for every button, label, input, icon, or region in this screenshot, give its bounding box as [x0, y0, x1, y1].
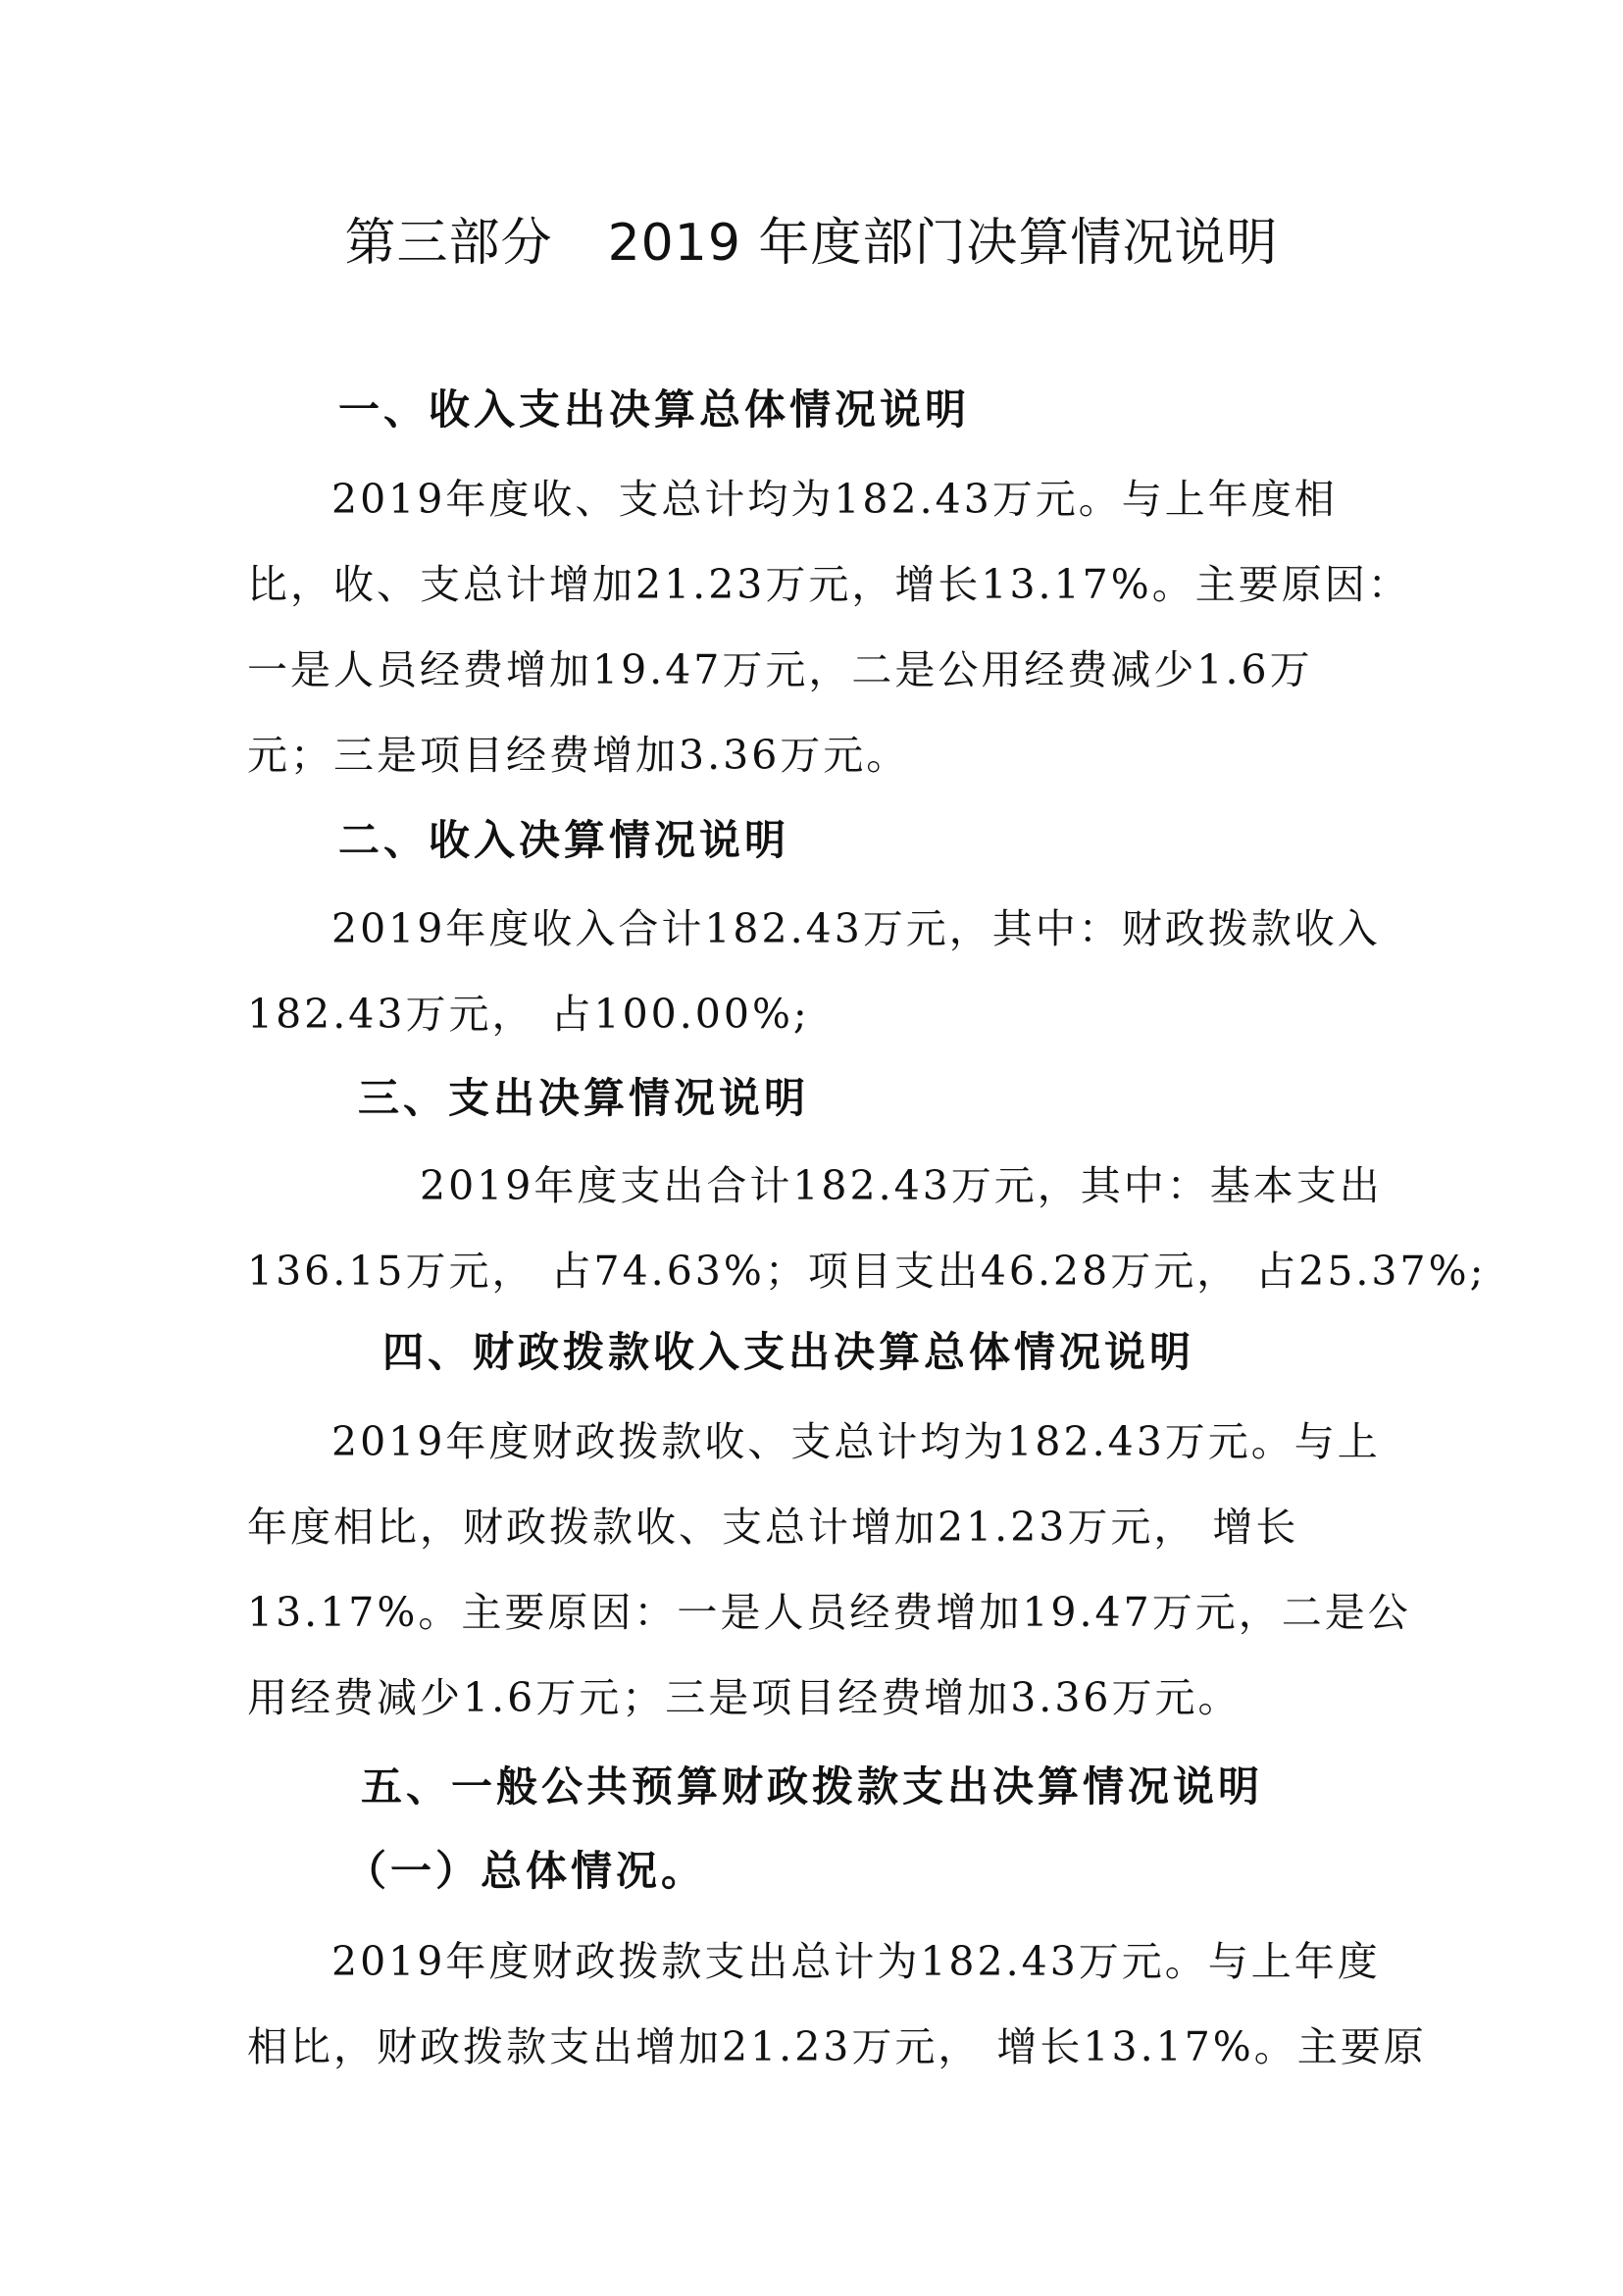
section-5-line: 相比，财政拨款支出增加21.23万元， 增长13.17%。主要原 [247, 2023, 1427, 2070]
section-1-line: 一是人员经费增加19.47万元，二是公用经费减少1.6万 [247, 646, 1313, 693]
section-2-body [247, 887, 1381, 1057]
section-5-subheading: （一）总体情况。 [345, 1847, 707, 1895]
section-3-heading: 三、支出决算情况说明 [358, 1074, 810, 1122]
section-2-line: 182.43万元， 占100.00%; [247, 991, 810, 1038]
section-4-body [247, 1400, 1411, 1741]
section-1-line: 2019年度收、支总计均为182.43万元。与上年度相 [331, 476, 1338, 523]
section-3-body [247, 1144, 1487, 1314]
section-3-line: 136.15万元， 占74.63%；项目支出46.28万元， 占25.37%; [247, 1248, 1487, 1295]
section-5-line: 2019年度财政拨款支出总计为182.43万元。与上年度 [331, 1938, 1381, 1985]
section-4-line: 年度相比，财政拨款收、支总计增加21.23万元， 增长 [247, 1504, 1299, 1551]
page-title [0, 204, 1623, 282]
section-4-heading: 四、财政拨款收入支出决算总体情况说明 [382, 1328, 1195, 1376]
section-1-line: 元；三是项目经费增加3.36万元。 [247, 732, 910, 779]
section-5-heading: 五、一般公共预算财政拨款支出决算情况说明 [361, 1762, 1264, 1811]
section-4-line: 用经费减少1.6万元；三是项目经费增加3.36万元。 [247, 1674, 1242, 1721]
title-part: 第三部分 [344, 214, 553, 273]
section-1-body [247, 457, 1411, 798]
section-5-body [247, 1919, 1427, 2090]
section-3-line: 2019年度支出合计182.43万元，其中：基本支出 [420, 1162, 1383, 1209]
section-1-line: 比，收、支总计增加21.23万元，增长13.17%。主要原因： [247, 561, 1411, 608]
section-4-line: 13.17%。主要原因：一是人员经费增加19.47万元，二是公 [247, 1589, 1411, 1636]
section-2-heading: 二、收入决算情况说明 [338, 816, 790, 864]
section-1-heading: 一、收入支出决算总体情况说明 [338, 385, 971, 434]
section-4-line: 2019年度财政拨款收、支总计均为182.43万元。与上 [331, 1418, 1381, 1465]
section-2-line: 2019年度收入合计182.43万元，其中：财政拨款收入 [331, 905, 1381, 952]
title-text: 2019 年度部门决算情况说明 [607, 214, 1279, 273]
